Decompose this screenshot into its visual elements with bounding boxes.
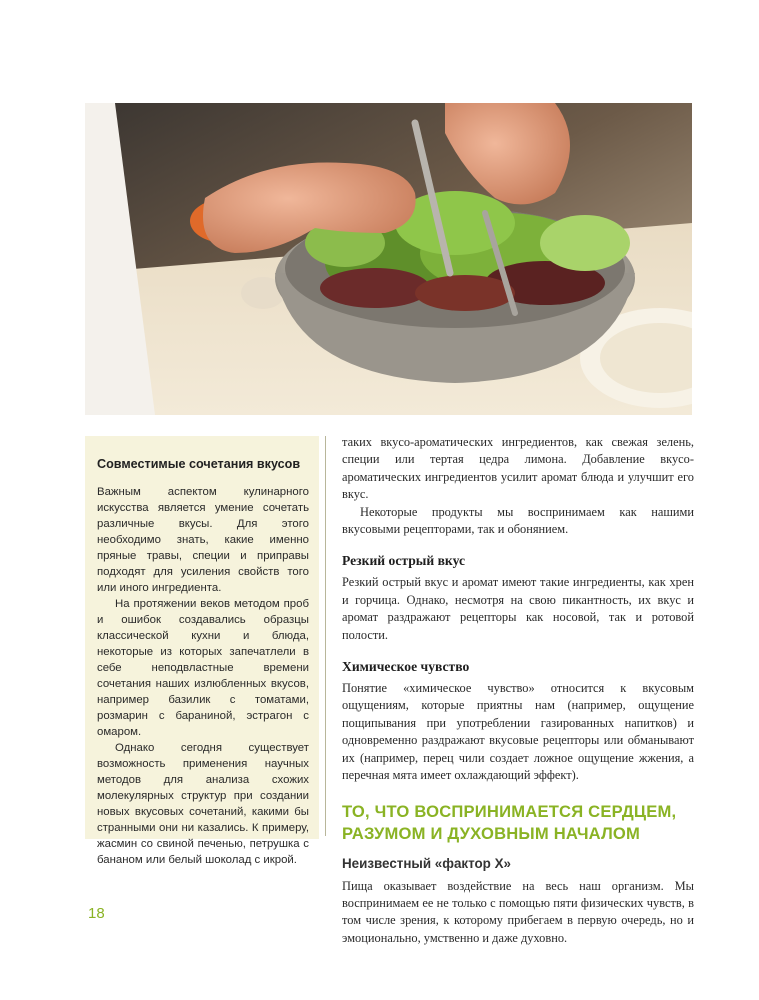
subsection-heading: Неизвестный «фактор Х» (342, 855, 511, 871)
section-heading: Резкий острый вкус (342, 553, 465, 569)
sidebar-paragraph: Однако сегодня существует возможность применения научных методов для анализа схожих молекулярных структур при создании новых вкусовых сочетаний, какими бы странными они ни казались. К примеру, жасмин со свиной печенью, петрушка с бананом или белый шоколад с икрой. (97, 742, 309, 866)
sidebar-box (85, 436, 319, 866)
chapter-heading: ТО, ЧТО ВОСПРИНИМАЕТСЯ СЕРДЦЕМ, РАЗУМОМ И ДУХОВНЫМ НАЧАЛОМ (342, 801, 677, 843)
salad-bowl-photo (85, 103, 692, 415)
body-paragraph: Резкий острый вкус и аромат имеют такие ингредиенты, как хрен и горчица. Однако, несмотря на свою пикантность, их вкус и аромат раздражают рецепторы как носовой, так и ротовой полости. (342, 575, 694, 642)
body-paragraph: Некоторые продукты мы воспринимаем как нашими вкусовыми рецепторами, так и обонянием. (342, 504, 694, 537)
body-paragraph: таких вкусо-ароматических ингредиентов, как свежая зелень, специи или тертая цедра лимона. Добавление вкусо-ароматических ингредиентов усилит аромат блюда и улучшит его вкус. (342, 435, 694, 502)
section-heading: Химическое чувство (342, 659, 470, 675)
page-number: 18 (88, 905, 105, 922)
sidebar-paragraph: На протяжении веков методом проб и ошибок создавались образцы классической кухни и блюда, некоторые из которых запечатлели в себе неподвластные времени сочетания наших излюбленных вкусов, например базилик с томатами, розмарин с бараниной, эстрагон с омаром. (97, 598, 309, 738)
main-column (342, 434, 694, 947)
body-paragraph: Понятие «химическое чувство» относится к вкусовым ощущениям, которые приятны нам (например, ощущение пощипывания при употреблении газированных напитков) и одновременно раздражают вкусовые рецепторы или обманывают их (например, перец чили создает ложное ощущение жжения, а перечная мята имеет охлаждающий эффект). (342, 681, 694, 783)
sidebar-title: Совместимые сочетания вкусов (97, 457, 301, 471)
body-paragraph: Пища оказывает воздействие на весь наш организм. Мы воспринимаем ее не только с помощью пяти физических чувств, в том числе зрения, к которому прибегаем в первую очередь, но и эмоционально, умственно и даже духовно. (342, 878, 694, 945)
sidebar-paragraph: Важным аспектом кулинарного искусства является умение сочетать различные вкусы. Для этого необходимо знать, какие именно пряные травы, специи и приправы подходят для усиления свойств того или иного ингредиента. (97, 486, 309, 594)
sidebar-divider (325, 436, 326, 836)
